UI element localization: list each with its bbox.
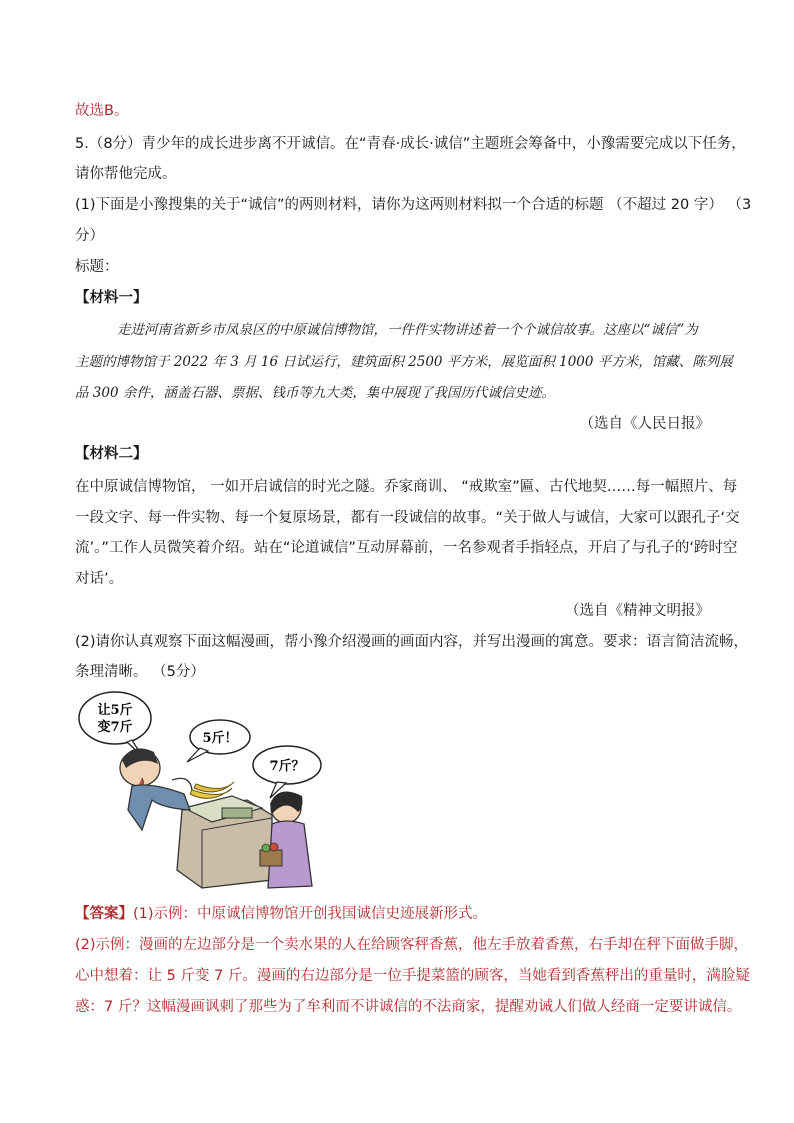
material2-line3: 流’。”工作人员微笑着介绍。站在“论道诚信”互动屏幕前，一名参观者手指轻点，开启了与孔子的‘跨时空 [75,540,738,556]
bubble-main-line1: 让5斤 [97,703,133,718]
material1-line2: 主题的博物馆于 2022 年 3 月 16 日试运行，建筑面积 2500 平方米，展览面积 1000 平方米，馆藏、陈列展 [75,354,733,370]
answer-part1: (1)示例：中原诚信博物馆开创我国诚信史迹展新形式。 [133,906,488,922]
material1-source: （选自《人民日报》 [579,416,710,432]
subquestion2-line1: (2)请你认真观察下面这幅漫画，帮小豫介绍漫画的画面内容，并写出漫画的寓意。要求：语言简洁流畅， [75,634,749,650]
bubble-seller: 5斤！ [202,731,238,746]
subquestion1-line1: (1)下面是小豫搜集的关于“诚信”的两则材料，请你为这两则材料拟一个合适的标题 （不超过 20 字） （3 [75,197,752,213]
material1-line1: 走进河南省新乡市凤泉区的中原诚信博物馆，一件件实物讲述着一个个诚信故事。这座以“诚信”为 [117,322,698,338]
bubble-customer: 7斤？ [269,759,305,774]
answer-line3: 心中想着：让 5 斤变 7 斤。漫画的右边部分是一位手提菜篮的顾客，当她看到香蕉秤出的重量时，满脸疑 [75,968,750,984]
answer-line2: (2)示例：漫画的左边部分是一个卖水果的人在给顾客秤香蕉，他左手放着香蕉，右手却在秤下面做手脚， [75,937,749,953]
subquestion2-line2: 条理清晰。 （5分） [75,664,205,680]
material2-heading: 【材料二】 [75,446,148,462]
material2-source: （选自《精神文明报》 [565,603,710,619]
title-label: 标题： [75,259,119,275]
material1-heading: 【材料一】 [75,290,148,306]
cartoon-illustration [72,690,332,890]
previous-answer: 故选B。 [75,103,129,119]
bubble-main-line2: 变7斤 [97,720,133,735]
answer-line1 [75,904,487,924]
material2-line1: 在中原诚信博物馆， 一如开启诚信的时光之隧。乔家商训、 “戒欺室”匾、古代地契……每一幅照片、每 [75,479,738,495]
material1-line3: 品 300 余件，涵盖石器、票据、钱币等九大类，集中展现了我国历代诚信史迹。 [75,385,555,401]
material2-line2: 一段文字、每一件实物、每一个复原场景，都有一段诚信的故事。“关于做人与诚信，大家可以跟孔子‘交 [75,510,740,526]
answer-line4: 惑：7 斤？这幅漫画讽刺了那些为了牟利而不讲诚信的不法商家，提醒劝诫人们做人经商一定要讲诚信。 [75,999,742,1015]
question-stem-line1: 5.（8分）青少年的成长进步离不开诚信。在“青春·成长·诚信”主题班会筹备中，小豫需要完成以下任务， [75,136,746,152]
material2-line4: 对话’。 [75,571,124,587]
question-stem-line2: 请你帮他完成。 [75,166,177,182]
answer-label: 【答案】 [75,906,133,922]
subquestion1-line2: 分） [75,228,104,244]
